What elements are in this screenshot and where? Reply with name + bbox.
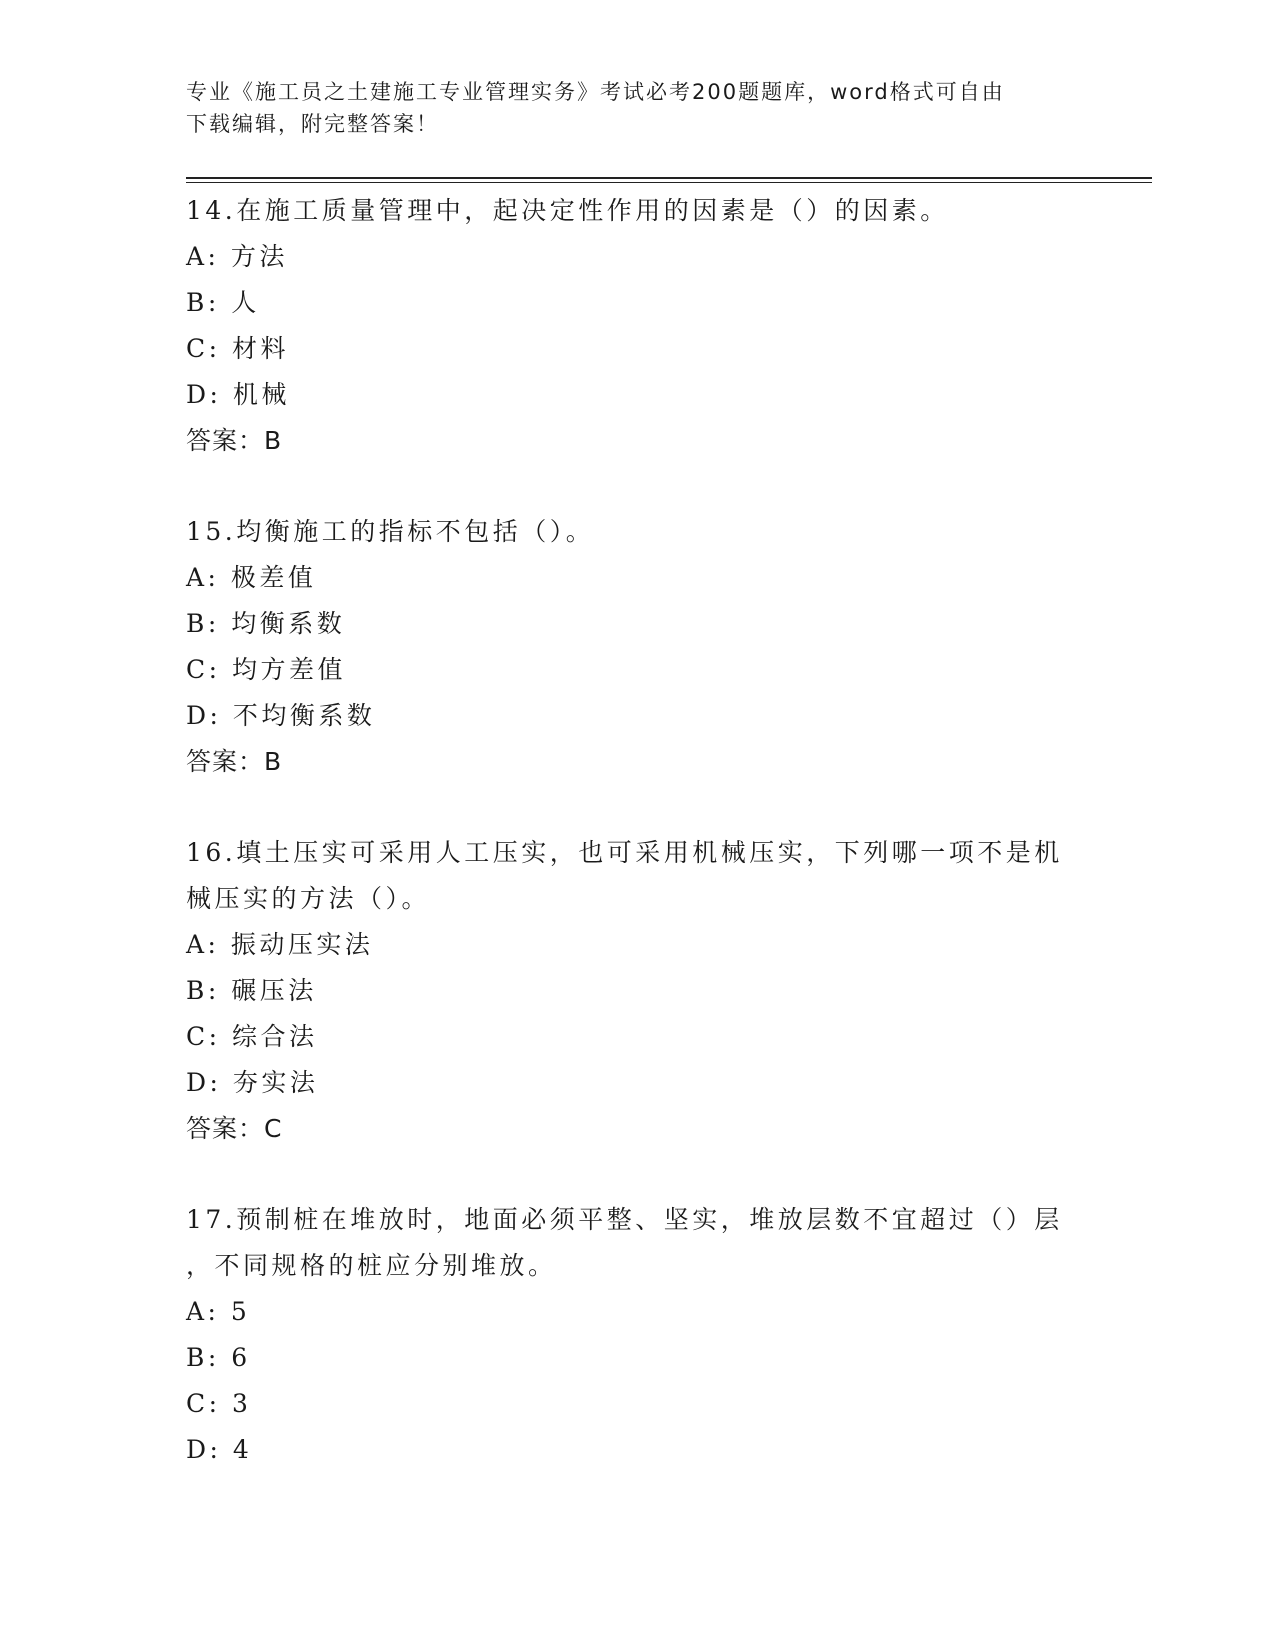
option-d: D: 不均衡系数 [186, 701, 376, 730]
option-d: D: 夯实法 [186, 1068, 319, 1097]
question-list [186, 188, 1086, 1473]
option-c: C: 3 [186, 1389, 252, 1418]
question-15 [186, 509, 1086, 785]
document-header [186, 76, 1066, 140]
option-b: B: 均衡系数 [186, 609, 346, 638]
answer-line: 答案：C [186, 1114, 283, 1143]
question-stem-line-1: 16.填土压实可采用人工压实，也可采用机械压实，下列哪一项不是机 [186, 838, 1063, 867]
question-stem-line-2: 械压实的方法（）。 [186, 884, 431, 913]
option-b: B: 碾压法 [186, 976, 317, 1005]
header-divider-thin [186, 182, 1152, 183]
option-a: A: 极差值 [186, 563, 317, 592]
option-a: A: 振动压实法 [186, 930, 374, 959]
option-c: C: 材料 [186, 334, 289, 363]
option-c: C: 均方差值 [186, 655, 346, 684]
header-line-2: 下载编辑，附完整答案！ [186, 112, 439, 136]
answer-line: 答案：B [186, 426, 283, 455]
question-stem: 14.在施工质量管理中，起决定性作用的因素是（）的因素。 [186, 196, 949, 225]
question-stem-line-1: 17.预制桩在堆放时，地面必须平整、坚实，堆放层数不宜超过（）层 [186, 1205, 1063, 1234]
option-c: C: 综合法 [186, 1022, 318, 1051]
option-a: A: 方法 [186, 242, 288, 271]
question-17 [186, 1197, 1086, 1473]
option-a: A: 5 [186, 1297, 251, 1326]
question-stem: 15.均衡施工的指标不包括（）。 [186, 517, 595, 546]
question-14 [186, 188, 1086, 464]
answer-line: 答案：B [186, 747, 283, 776]
question-stem-line-2: ，不同规格的桩应分别堆放。 [186, 1251, 557, 1280]
option-d: D: 4 [186, 1435, 253, 1464]
header-line-1: 专业《施工员之土建施工专业管理实务》考试必考200题题库，word格式可自由 [186, 80, 1005, 104]
option-d: D: 机械 [186, 380, 290, 409]
header-divider-thick [186, 177, 1152, 179]
option-b: B: 6 [186, 1343, 251, 1372]
option-b: B: 人 [186, 288, 260, 317]
question-16 [186, 830, 1086, 1152]
